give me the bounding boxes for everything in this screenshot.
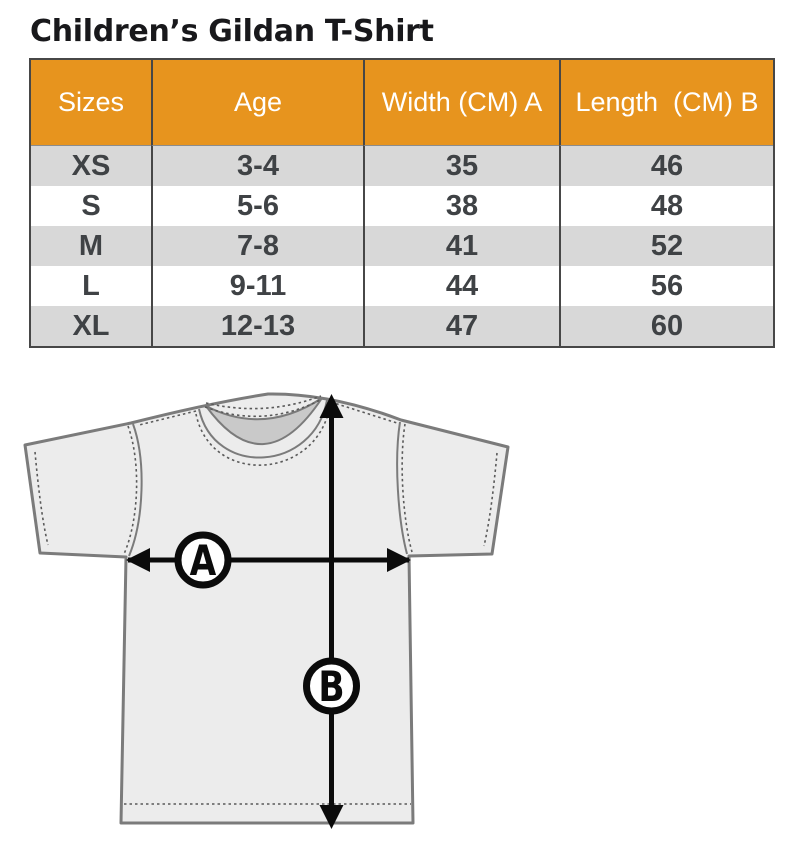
age-cell: 5-6: [151, 186, 363, 226]
length-cell: 60: [559, 306, 773, 346]
age-cell: 7-8: [151, 226, 363, 266]
table-row: [31, 146, 773, 186]
size-cell: S: [81, 189, 101, 222]
table-row: [31, 226, 773, 266]
size-cell: XS: [31, 146, 151, 186]
width-marker-label: A: [189, 536, 217, 586]
age-cell: 12-13: [151, 306, 363, 346]
table-header-row: [31, 60, 773, 146]
tshirt-measurement-diagram: [0, 385, 540, 857]
width-cell: 38: [363, 186, 559, 226]
header-age: Age: [151, 60, 363, 146]
width-cell: 44: [363, 266, 559, 306]
length-cell: 48: [559, 186, 773, 226]
length-cell: 52: [559, 226, 773, 266]
width-cell: 35: [363, 146, 559, 186]
table-row: [31, 266, 773, 306]
length-marker-label: B: [318, 662, 345, 712]
header-sizes: Sizes: [31, 60, 151, 146]
width-cell: 47: [363, 306, 559, 346]
table-row: [31, 186, 773, 226]
width-cell: 41: [363, 226, 559, 266]
length-cell: 46: [559, 146, 773, 186]
header-length: Length (CM) B: [559, 60, 773, 146]
size-chart-table: [29, 58, 775, 348]
table-row: [31, 306, 773, 346]
size-cell: XL: [31, 306, 151, 346]
tshirt-outline: [25, 394, 508, 823]
age-cell: 3-4: [151, 146, 363, 186]
page-title: Children’s Gildan T-Shirt: [30, 14, 434, 49]
size-cell: M: [31, 226, 151, 266]
size-cell: L: [82, 269, 100, 302]
length-cell: 56: [559, 266, 773, 306]
header-width: Width (CM) A: [363, 60, 559, 146]
age-cell: 9-11: [151, 266, 363, 306]
